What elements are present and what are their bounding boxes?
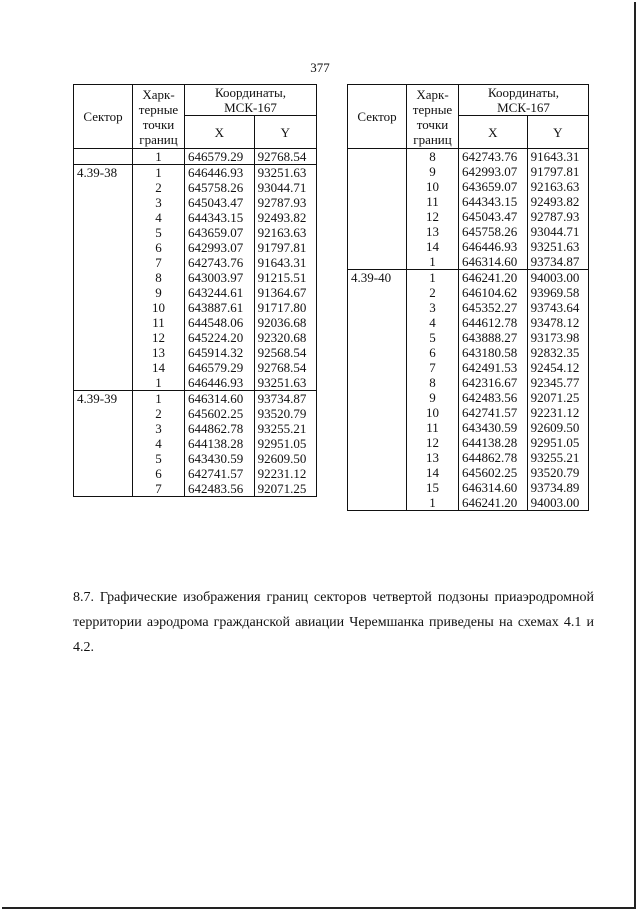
x-coordinate-cell: 645602.25	[185, 406, 255, 421]
x-coordinate-cell: 643887.61	[185, 300, 255, 315]
point-number-cell: 2	[133, 180, 185, 195]
y-coordinate-cell: 91797.81	[254, 240, 316, 255]
table-row	[74, 165, 317, 181]
x-coordinate-cell: 642483.56	[459, 390, 528, 405]
point-number-cell: 11	[407, 194, 459, 209]
table-body-left	[74, 149, 317, 497]
sector-cell	[348, 254, 407, 270]
y-coordinate-cell: 92231.12	[254, 466, 316, 481]
y-coordinate-cell: 92071.25	[254, 481, 316, 497]
y-coordinate-cell: 92454.12	[527, 360, 588, 375]
table-row	[74, 466, 317, 481]
x-coordinate-cell: 646104.62	[459, 285, 528, 300]
table-row	[348, 480, 589, 495]
x-coordinate-cell: 645914.32	[185, 345, 255, 360]
x-coordinate-cell: 645352.27	[459, 300, 528, 315]
point-number-cell: 11	[133, 315, 185, 330]
header-sector: Сектор	[348, 85, 407, 149]
x-coordinate-cell: 643244.61	[185, 285, 255, 300]
header-points: Харк- терные точки границ	[407, 85, 459, 149]
point-number-cell: 6	[133, 240, 185, 255]
x-coordinate-cell: 642741.57	[185, 466, 255, 481]
point-number-cell: 6	[407, 345, 459, 360]
table-row	[348, 390, 589, 405]
point-number-cell: 1	[133, 149, 185, 165]
table-row	[348, 420, 589, 435]
y-coordinate-cell: 92163.63	[254, 225, 316, 240]
y-coordinate-cell: 93255.21	[254, 421, 316, 436]
sector-cell	[348, 149, 407, 165]
sector-cell	[348, 435, 407, 450]
y-coordinate-cell: 92832.35	[527, 345, 588, 360]
sector-cell	[74, 436, 133, 451]
y-coordinate-cell: 91643.31	[254, 255, 316, 270]
sector-cell	[74, 315, 133, 330]
sector-cell	[348, 300, 407, 315]
y-coordinate-cell: 93743.64	[527, 300, 588, 315]
sector-cell	[74, 285, 133, 300]
header-sector: Сектор	[74, 85, 133, 149]
x-coordinate-cell: 646579.29	[185, 149, 255, 165]
point-number-cell: 1	[133, 165, 185, 181]
sector-cell	[74, 406, 133, 421]
sector-cell	[348, 239, 407, 254]
sector-cell	[74, 466, 133, 481]
point-number-cell: 5	[133, 225, 185, 240]
sector-cell	[74, 330, 133, 345]
point-number-cell: 12	[407, 209, 459, 224]
y-coordinate-cell: 92493.82	[527, 194, 588, 209]
x-coordinate-cell: 642993.07	[185, 240, 255, 255]
y-coordinate-cell: 92787.93	[254, 195, 316, 210]
y-coordinate-cell: 92036.68	[254, 315, 316, 330]
sector-cell	[348, 209, 407, 224]
table-row	[348, 405, 589, 420]
sector-cell	[348, 405, 407, 420]
x-coordinate-cell: 643003.97	[185, 270, 255, 285]
header-x: X	[185, 116, 255, 149]
point-number-cell: 14	[407, 465, 459, 480]
x-coordinate-cell: 644548.06	[185, 315, 255, 330]
y-coordinate-cell: 93251.63	[527, 239, 588, 254]
sector-cell: 4.39-39	[74, 391, 133, 407]
table-row	[348, 179, 589, 194]
x-coordinate-cell: 642743.76	[459, 149, 528, 165]
sector-cell	[348, 495, 407, 511]
x-coordinate-cell: 643659.07	[459, 179, 528, 194]
y-coordinate-cell: 92320.68	[254, 330, 316, 345]
point-number-cell: 13	[407, 224, 459, 239]
x-coordinate-cell: 646241.20	[459, 495, 528, 511]
table-row	[348, 345, 589, 360]
y-coordinate-cell: 92345.77	[527, 375, 588, 390]
y-coordinate-cell: 93734.87	[254, 391, 316, 407]
point-number-cell: 4	[407, 315, 459, 330]
y-coordinate-cell: 91797.81	[527, 164, 588, 179]
x-coordinate-cell: 645043.47	[185, 195, 255, 210]
point-number-cell: 3	[407, 300, 459, 315]
x-coordinate-cell: 642483.56	[185, 481, 255, 497]
table-body-right	[348, 149, 589, 511]
point-number-cell: 14	[133, 360, 185, 375]
sector-cell: 4.39-38	[74, 165, 133, 181]
table-row	[348, 224, 589, 239]
point-number-cell: 9	[407, 390, 459, 405]
sector-cell	[348, 194, 407, 209]
point-number-cell: 10	[407, 405, 459, 420]
y-coordinate-cell: 91364.67	[254, 285, 316, 300]
sector-cell	[74, 375, 133, 391]
sector-cell	[74, 300, 133, 315]
point-number-cell: 3	[133, 421, 185, 436]
table-row	[348, 330, 589, 345]
y-coordinate-cell: 92568.54	[254, 345, 316, 360]
x-coordinate-cell: 644862.78	[185, 421, 255, 436]
x-coordinate-cell: 646314.60	[459, 480, 528, 495]
y-coordinate-cell: 92609.50	[527, 420, 588, 435]
point-number-cell: 3	[133, 195, 185, 210]
y-coordinate-cell: 91215.51	[254, 270, 316, 285]
x-coordinate-cell: 646314.60	[185, 391, 255, 407]
y-coordinate-cell: 92951.05	[254, 436, 316, 451]
x-coordinate-cell: 644138.28	[459, 435, 528, 450]
point-number-cell: 7	[407, 360, 459, 375]
table-row	[74, 391, 317, 407]
y-coordinate-cell: 93251.63	[254, 375, 316, 391]
point-number-cell: 12	[133, 330, 185, 345]
header-y: Y	[527, 116, 588, 149]
point-number-cell: 13	[407, 450, 459, 465]
point-number-cell: 2	[133, 406, 185, 421]
point-number-cell: 5	[133, 451, 185, 466]
table-row	[348, 254, 589, 270]
x-coordinate-cell: 642741.57	[459, 405, 528, 420]
x-coordinate-cell: 642316.67	[459, 375, 528, 390]
table-row	[348, 450, 589, 465]
sector-cell	[348, 345, 407, 360]
x-coordinate-cell: 642743.76	[185, 255, 255, 270]
x-coordinate-cell: 643430.59	[459, 420, 528, 435]
point-number-cell: 4	[133, 436, 185, 451]
table-row	[348, 285, 589, 300]
page-number: 377	[310, 60, 330, 75]
sector-cell	[348, 390, 407, 405]
x-coordinate-cell: 642993.07	[459, 164, 528, 179]
y-coordinate-cell: 93173.98	[527, 330, 588, 345]
sector-cell	[348, 224, 407, 239]
y-coordinate-cell: 91717.80	[254, 300, 316, 315]
sector-cell	[348, 315, 407, 330]
sector-cell	[348, 480, 407, 495]
x-coordinate-cell: 645043.47	[459, 209, 528, 224]
table-row	[348, 435, 589, 450]
table-row	[348, 149, 589, 165]
table-row	[348, 164, 589, 179]
x-coordinate-cell: 644862.78	[459, 450, 528, 465]
sector-cell	[348, 179, 407, 194]
table-row	[74, 360, 317, 375]
y-coordinate-cell: 93520.79	[527, 465, 588, 480]
sector-cell	[348, 330, 407, 345]
point-number-cell: 8	[407, 149, 459, 165]
y-coordinate-cell: 93044.71	[527, 224, 588, 239]
x-coordinate-cell: 644138.28	[185, 436, 255, 451]
sector-cell	[348, 420, 407, 435]
x-coordinate-cell: 646446.93	[459, 239, 528, 254]
x-coordinate-cell: 645602.25	[459, 465, 528, 480]
point-number-cell: 15	[407, 480, 459, 495]
table-row	[74, 451, 317, 466]
y-coordinate-cell: 93478.12	[527, 315, 588, 330]
sector-cell	[74, 255, 133, 270]
table-row	[348, 300, 589, 315]
point-number-cell: 1	[407, 495, 459, 511]
header-y: Y	[254, 116, 316, 149]
table-row	[348, 465, 589, 480]
x-coordinate-cell: 643659.07	[185, 225, 255, 240]
x-coordinate-cell: 646314.60	[459, 254, 528, 270]
sector-cell	[74, 225, 133, 240]
table-row	[348, 270, 589, 286]
y-coordinate-cell: 93734.89	[527, 480, 588, 495]
table-row	[74, 180, 317, 195]
point-number-cell: 1	[407, 254, 459, 270]
sector-cell	[74, 270, 133, 285]
point-number-cell: 1	[133, 375, 185, 391]
point-number-cell: 9	[407, 164, 459, 179]
x-coordinate-cell: 646446.93	[185, 165, 255, 181]
y-coordinate-cell: 94003.00	[527, 495, 588, 511]
y-coordinate-cell: 92768.54	[254, 360, 316, 375]
sector-cell: 4.39-40	[348, 270, 407, 286]
table-row	[74, 345, 317, 360]
x-coordinate-cell: 645758.26	[459, 224, 528, 239]
header-x: X	[459, 116, 528, 149]
point-number-cell: 2	[407, 285, 459, 300]
table-row	[74, 375, 317, 391]
point-number-cell: 1	[407, 270, 459, 286]
y-coordinate-cell: 92787.93	[527, 209, 588, 224]
table-row	[74, 149, 317, 165]
point-number-cell: 5	[407, 330, 459, 345]
x-coordinate-cell: 643180.58	[459, 345, 528, 360]
x-coordinate-cell: 646579.29	[185, 360, 255, 375]
table-row	[348, 239, 589, 254]
sector-cell	[348, 375, 407, 390]
sector-cell	[74, 481, 133, 497]
x-coordinate-cell: 644612.78	[459, 315, 528, 330]
sector-cell	[74, 345, 133, 360]
table-row	[348, 495, 589, 511]
table-row	[74, 481, 317, 497]
sector-cell	[74, 210, 133, 225]
x-coordinate-cell: 643888.27	[459, 330, 528, 345]
table-row	[348, 209, 589, 224]
sector-cell	[74, 360, 133, 375]
y-coordinate-cell: 93044.71	[254, 180, 316, 195]
sector-cell	[74, 180, 133, 195]
table-row	[74, 436, 317, 451]
header-coordinates: Координаты, МСК-167	[459, 85, 589, 116]
point-number-cell: 6	[133, 466, 185, 481]
x-coordinate-cell: 646446.93	[185, 375, 255, 391]
table-row	[74, 421, 317, 436]
point-number-cell: 10	[407, 179, 459, 194]
point-number-cell: 13	[133, 345, 185, 360]
x-coordinate-cell: 643430.59	[185, 451, 255, 466]
sector-cell	[348, 285, 407, 300]
table-row	[74, 300, 317, 315]
y-coordinate-cell: 92609.50	[254, 451, 316, 466]
point-number-cell: 12	[407, 435, 459, 450]
table-row	[74, 240, 317, 255]
sector-cell	[74, 149, 133, 165]
y-coordinate-cell: 93251.63	[254, 165, 316, 181]
table-row	[74, 255, 317, 270]
y-coordinate-cell: 92231.12	[527, 405, 588, 420]
y-coordinate-cell: 92951.05	[527, 435, 588, 450]
point-number-cell: 11	[407, 420, 459, 435]
table-row	[74, 195, 317, 210]
x-coordinate-cell: 645758.26	[185, 180, 255, 195]
x-coordinate-cell: 646241.20	[459, 270, 528, 286]
y-coordinate-cell: 93255.21	[527, 450, 588, 465]
sector-cell	[74, 421, 133, 436]
y-coordinate-cell: 92493.82	[254, 210, 316, 225]
sector-cell	[348, 360, 407, 375]
table-row	[74, 225, 317, 240]
header-points: Харк- терные точки границ	[133, 85, 185, 149]
x-coordinate-cell: 642491.53	[459, 360, 528, 375]
point-number-cell: 8	[133, 270, 185, 285]
table-row	[74, 210, 317, 225]
x-coordinate-cell: 645224.20	[185, 330, 255, 345]
sector-cell	[74, 240, 133, 255]
sector-cell	[348, 450, 407, 465]
header-coordinates: Координаты, МСК-167	[185, 85, 317, 116]
coordinates-table-left	[73, 84, 317, 497]
y-coordinate-cell: 94003.00	[527, 270, 588, 286]
point-number-cell: 14	[407, 239, 459, 254]
y-coordinate-cell: 92768.54	[254, 149, 316, 165]
point-number-cell: 1	[133, 391, 185, 407]
point-number-cell: 4	[133, 210, 185, 225]
table-row	[74, 285, 317, 300]
sector-cell	[74, 451, 133, 466]
y-coordinate-cell: 93969.58	[527, 285, 588, 300]
point-number-cell: 7	[133, 481, 185, 497]
sector-cell	[348, 164, 407, 179]
table-row	[74, 406, 317, 421]
sector-cell	[348, 465, 407, 480]
table-row	[348, 375, 589, 390]
table-row	[348, 360, 589, 375]
point-number-cell: 7	[133, 255, 185, 270]
sector-cell	[74, 195, 133, 210]
y-coordinate-cell: 93520.79	[254, 406, 316, 421]
coordinates-table-right	[347, 84, 589, 511]
y-coordinate-cell: 92071.25	[527, 390, 588, 405]
point-number-cell: 9	[133, 285, 185, 300]
paragraph-8-7: 8.7. Графические изображения границ секторов четвертой подзоны приаэродромной территории аэродрома гражданской авиации Черемшанка приведены на схемах 4.1 и 4.2.	[73, 590, 594, 655]
table-row	[348, 315, 589, 330]
y-coordinate-cell: 92163.63	[527, 179, 588, 194]
point-number-cell: 8	[407, 375, 459, 390]
table-row	[348, 194, 589, 209]
table-row	[74, 330, 317, 345]
point-number-cell: 10	[133, 300, 185, 315]
y-coordinate-cell: 91643.31	[527, 149, 588, 165]
x-coordinate-cell: 644343.15	[185, 210, 255, 225]
table-row	[74, 315, 317, 330]
table-row	[74, 270, 317, 285]
x-coordinate-cell: 644343.15	[459, 194, 528, 209]
y-coordinate-cell: 93734.87	[527, 254, 588, 270]
